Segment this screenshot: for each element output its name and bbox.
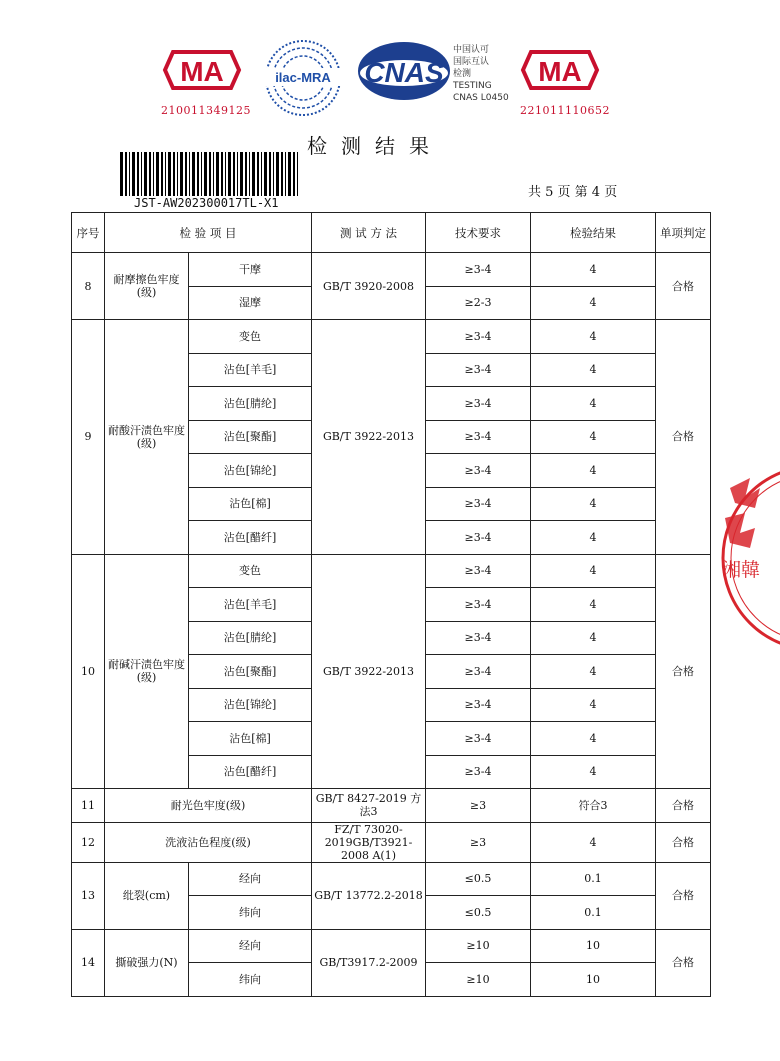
barcode-bar — [209, 152, 211, 196]
cell-seq: 11 — [72, 789, 105, 823]
cell-result: 10 — [531, 963, 656, 997]
cnas-caption-line: 检测 — [453, 69, 472, 79]
cell-sub-item: 沾色[腈纶] — [189, 387, 312, 421]
cell-seq: 8 — [72, 253, 105, 320]
table-row — [72, 822, 711, 862]
barcode-bar — [273, 152, 274, 196]
cnas-caption-line: 国际互认 — [453, 57, 490, 67]
table-row — [72, 789, 711, 823]
barcode-bar — [264, 152, 267, 196]
cma-logo-right — [521, 48, 599, 92]
ilac-mra-logo-text: ilac-MRA — [275, 70, 331, 85]
barcode-bar — [201, 152, 202, 196]
barcode-bar — [129, 152, 130, 196]
barcode-bar — [249, 152, 250, 196]
cma-logo-left — [163, 48, 241, 92]
table-row — [72, 253, 711, 287]
barcode-bar — [192, 152, 195, 196]
cell-sub-item: 纬向 — [189, 963, 312, 997]
cell-method: GB/T 8427-2019 方法3 — [312, 789, 426, 823]
header-method: 测 试 方 法 — [312, 213, 426, 253]
barcode — [120, 152, 300, 198]
barcode-bar — [189, 152, 190, 196]
table-row — [72, 320, 711, 354]
cell-sub-item: 沾色[锦纶] — [189, 688, 312, 722]
cell-requirement: ≤0.5 — [426, 862, 531, 896]
cell-result: 4 — [531, 554, 656, 588]
cell-verdict: 合格 — [656, 862, 711, 929]
barcode-bar — [225, 152, 226, 196]
cell-sub-item: 沾色[聚酯] — [189, 655, 312, 689]
cell-result: 4 — [531, 521, 656, 555]
cell-sub-item: 沾色[羊毛] — [189, 588, 312, 622]
cell-result: 0.1 — [531, 896, 656, 930]
barcode-bar — [125, 152, 127, 196]
cell-verdict: 合格 — [656, 554, 711, 789]
cell-result: 4 — [531, 688, 656, 722]
barcode-bar — [180, 152, 183, 196]
barcode-bar — [257, 152, 259, 196]
cell-sub-item: 经向 — [189, 929, 312, 963]
cell-seq: 12 — [72, 822, 105, 862]
cell-method: FZ/T 73020-2019GB/T3921-2008 A(1) — [312, 822, 426, 862]
cnas-logo-text: CNAS — [364, 57, 444, 88]
cell-requirement: ≥3 — [426, 789, 531, 823]
cell-result: 4 — [531, 655, 656, 689]
table-row — [72, 929, 711, 963]
stamp-text: 湘韓 — [722, 559, 761, 581]
cell-requirement: ≥3-4 — [426, 554, 531, 588]
barcode-bar — [120, 152, 123, 196]
cell-method: GB/T 13772.2-2018 — [312, 862, 426, 929]
barcode-bar — [156, 152, 159, 196]
cell-requirement: ≥3-4 — [426, 487, 531, 521]
page-info: 共 5 页 第 4 页 — [528, 185, 618, 200]
barcode-bar — [165, 152, 166, 196]
cell-result: 4 — [531, 487, 656, 521]
cell-item-name: 耐酸汗渍色牢度(级) — [105, 320, 189, 555]
barcode-bar — [197, 152, 199, 196]
cell-requirement: ≥3-4 — [426, 521, 531, 555]
cell-result: 4 — [531, 755, 656, 789]
cell-requirement: ≥3-4 — [426, 688, 531, 722]
cell-result: 4 — [531, 387, 656, 421]
cell-requirement: ≥3-4 — [426, 454, 531, 488]
cell-sub-item: 湿摩 — [189, 286, 312, 320]
barcode-bar — [161, 152, 163, 196]
cell-sub-item: 纬向 — [189, 896, 312, 930]
cma-right-code: 221011110652 — [520, 104, 610, 117]
header-seq: 序号 — [72, 213, 105, 253]
cell-requirement: ≤0.5 — [426, 896, 531, 930]
cell-sub-item: 沾色[锦纶] — [189, 454, 312, 488]
cell-verdict: 合格 — [656, 822, 711, 862]
barcode-bar — [153, 152, 154, 196]
cell-result: 4 — [531, 320, 656, 354]
cell-sub-item: 沾色[醋纤] — [189, 521, 312, 555]
cell-requirement: ≥10 — [426, 929, 531, 963]
barcode-bar — [137, 152, 139, 196]
cma-logo-right-text: MA — [538, 56, 582, 87]
cell-result: 0.1 — [531, 862, 656, 896]
cma-logo-left-text: MA — [180, 56, 224, 87]
cell-method: GB/T 3922-2013 — [312, 554, 426, 789]
cell-verdict: 合格 — [656, 929, 711, 996]
cell-requirement: ≥3-4 — [426, 722, 531, 756]
barcode-bar — [221, 152, 223, 196]
barcode-bar — [149, 152, 151, 196]
barcode-bar — [281, 152, 283, 196]
cell-sub-item: 沾色[棉] — [189, 487, 312, 521]
cnas-caption-line: TESTING — [453, 81, 492, 91]
cell-result: 4 — [531, 353, 656, 387]
header-verdict: 单项判定 — [656, 213, 711, 253]
cell-verdict: 合格 — [656, 789, 711, 823]
barcode-text: JST-AW202300017TL-X1 — [134, 196, 279, 210]
cell-method: GB/T 3922-2013 — [312, 320, 426, 555]
cell-item-name: 纰裂(cm) — [105, 862, 189, 929]
red-seal-stamp — [720, 458, 780, 658]
cell-verdict: 合格 — [656, 320, 711, 555]
cell-requirement: ≥3-4 — [426, 755, 531, 789]
cell-seq: 14 — [72, 929, 105, 996]
cnas-caption — [453, 44, 509, 104]
cell-requirement: ≥3-4 — [426, 655, 531, 689]
table-row — [72, 862, 711, 896]
cell-result: 4 — [531, 253, 656, 287]
cell-seq: 13 — [72, 862, 105, 929]
table-header-row — [72, 213, 711, 253]
header-result: 检验结果 — [531, 213, 656, 253]
barcode-bar — [141, 152, 142, 196]
barcode-bar — [252, 152, 255, 196]
cell-seq: 10 — [72, 554, 105, 789]
cnas-caption-line: 中国认可 — [453, 45, 490, 55]
header-item: 检 验 项 目 — [105, 213, 312, 253]
results-table — [71, 212, 711, 997]
barcode-bar — [132, 152, 135, 196]
cell-result: 4 — [531, 286, 656, 320]
cell-result: 4 — [531, 420, 656, 454]
cell-item-name: 撕破强力(N) — [105, 929, 189, 996]
cell-sub-item: 经向 — [189, 862, 312, 896]
barcode-bar — [185, 152, 187, 196]
page-title: 检测结果 — [307, 134, 443, 158]
cell-result: 10 — [531, 929, 656, 963]
barcode-bar — [276, 152, 279, 196]
cell-requirement: ≥3 — [426, 822, 531, 862]
cell-requirement: ≥3-4 — [426, 420, 531, 454]
cell-item-name: 耐摩擦色牢度(级) — [105, 253, 189, 320]
cell-sub-item: 沾色[聚酯] — [189, 420, 312, 454]
cell-result: 4 — [531, 722, 656, 756]
barcode-bar — [261, 152, 262, 196]
cell-result: 4 — [531, 621, 656, 655]
cma-left-code: 210011349125 — [161, 104, 251, 117]
cell-requirement: ≥3-4 — [426, 387, 531, 421]
barcode-bar — [168, 152, 171, 196]
barcode-bar — [293, 152, 295, 196]
barcode-bar — [233, 152, 235, 196]
cell-verdict: 合格 — [656, 253, 711, 320]
barcode-bar — [237, 152, 238, 196]
cnas-logo — [356, 40, 452, 102]
cell-result: 4 — [531, 822, 656, 862]
cell-requirement: ≥3-4 — [426, 320, 531, 354]
barcode-bar — [177, 152, 178, 196]
cell-sub-item: 沾色[腈纶] — [189, 621, 312, 655]
table-row — [72, 554, 711, 588]
cell-seq: 9 — [72, 320, 105, 555]
barcode-bar — [240, 152, 243, 196]
cell-requirement: ≥10 — [426, 963, 531, 997]
barcode-bar — [204, 152, 207, 196]
barcode-bar — [228, 152, 231, 196]
barcode-bar — [213, 152, 214, 196]
cell-sub-item: 变色 — [189, 554, 312, 588]
cell-sub-item: 沾色[醋纤] — [189, 755, 312, 789]
cell-sub-item: 沾色[羊毛] — [189, 353, 312, 387]
barcode-bar — [216, 152, 219, 196]
cell-requirement: ≥3-4 — [426, 621, 531, 655]
header-req: 技术要求 — [426, 213, 531, 253]
cell-requirement: ≥3-4 — [426, 253, 531, 287]
barcode-bar — [144, 152, 147, 196]
barcode-bar — [173, 152, 175, 196]
cell-item-name: 耐碱汗渍色牢度(级) — [105, 554, 189, 789]
cell-requirement: ≥3-4 — [426, 353, 531, 387]
cell-sub-item: 沾色[棉] — [189, 722, 312, 756]
cell-result: 4 — [531, 588, 656, 622]
barcode-bar — [297, 152, 298, 196]
cell-result: 符合3 — [531, 789, 656, 823]
cnas-caption-line: CNAS L0450 — [453, 93, 509, 103]
cell-sub-item: 变色 — [189, 320, 312, 354]
cell-item-name: 耐光色牢度(级) — [105, 789, 312, 823]
cell-item-name: 洗液沾色程度(级) — [105, 822, 312, 862]
barcode-bar — [269, 152, 271, 196]
barcode-bar — [288, 152, 291, 196]
cell-method: GB/T3917.2-2009 — [312, 929, 426, 996]
barcode-bar — [245, 152, 247, 196]
cell-requirement: ≥2-3 — [426, 286, 531, 320]
ilac-mra-logo — [262, 38, 344, 118]
cell-result: 4 — [531, 454, 656, 488]
cell-method: GB/T 3920-2008 — [312, 253, 426, 320]
barcode-bar — [285, 152, 286, 196]
cell-sub-item: 干摩 — [189, 253, 312, 287]
cell-requirement: ≥3-4 — [426, 588, 531, 622]
